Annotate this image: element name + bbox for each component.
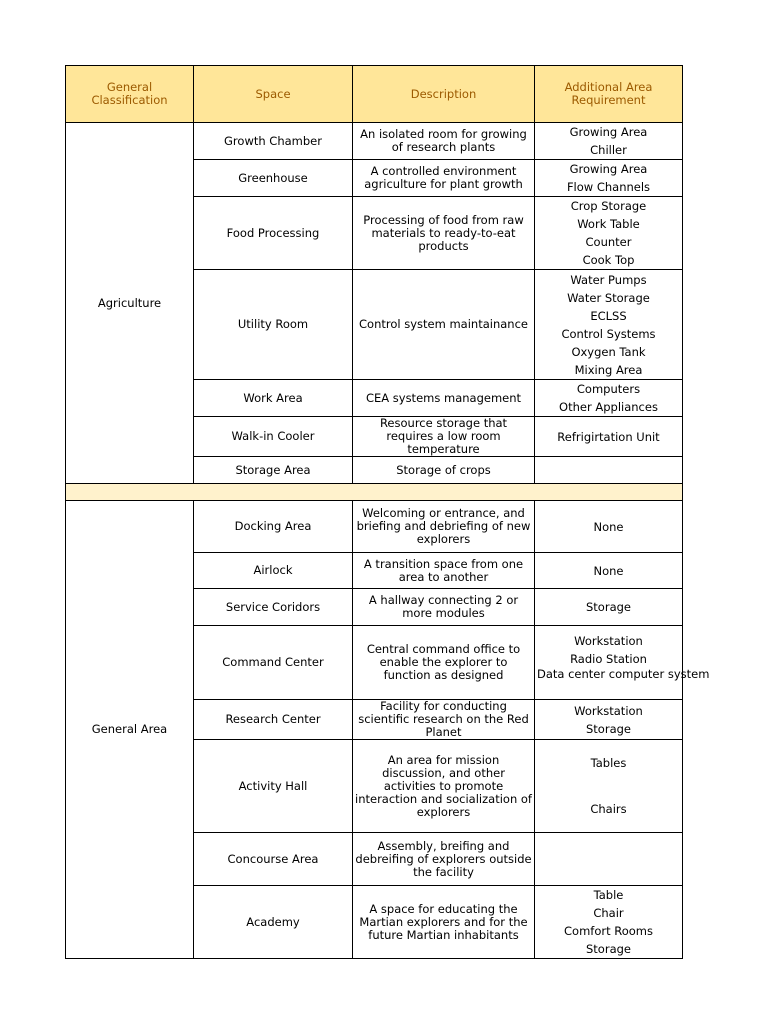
requirement-item: None [593,563,624,578]
description-cell: A transition space from one area to another [353,553,535,589]
description-cell: A controlled environment agriculture for plant growth [353,160,535,197]
requirement-item: ECLSS [590,308,627,323]
requirement-item: Workstation [574,633,643,648]
table-body [66,123,710,959]
requirement-item: Water Pumps [570,272,647,287]
description-cell: A space for educating the Martian explorers and for the future Martian inhabitants [353,886,535,959]
space-cell: Storage Area [194,457,353,484]
header-description: Description [353,66,535,123]
space-cell: Service Coridors [194,589,353,626]
requirements-cell [535,380,683,417]
space-cell: Activity Hall [194,740,353,833]
classification-cell: Agriculture [66,123,194,484]
requirements-cell [535,501,683,553]
requirement-item: Tables [590,756,627,770]
requirement-item: Chiller [590,143,627,157]
requirement-item: Refrigirtation Unit [557,429,660,444]
header-space: Space [194,66,353,123]
requirement-item: Cook Top [582,253,635,267]
table-row [66,501,683,553]
requirement-item: Growing Area [569,125,648,139]
requirement-item: Table [593,888,624,902]
requirement-item: Counter [585,235,632,249]
description-cell: Processing of food from raw materials to ready-to-eat products [353,197,535,270]
requirements-cell [535,833,683,886]
requirement-item: Radio Station [570,651,647,666]
space-cell: Food Processing [194,197,353,270]
description-cell: A hallway connecting 2 or more modules [353,589,535,626]
requirement-item: Storage [586,721,631,736]
header-row [66,66,683,123]
space-cell: Command Center [194,626,353,700]
space-cell: Research Center [194,700,353,740]
requirements-cell [535,700,683,740]
requirement-item: Storage [586,600,631,614]
space-cell: Work Area [194,380,353,417]
requirement-item: Flow Channels [566,180,651,194]
separator-cell [66,484,683,501]
requirement-item: Oxygen Tank [571,344,646,359]
requirement-item: Control Systems [561,326,656,341]
requirement-item: Chair [593,906,624,920]
requirement-item: Workstation [574,703,643,718]
requirements-cell [535,160,683,197]
space-cell: Greenhouse [194,160,353,197]
header-requirement: Additional Area Requirement [535,66,683,123]
description-cell: Assembly, breifing and debreifing of explorers outside the facility [353,833,535,886]
requirement-item: Crop Storage [570,199,647,213]
space-cell: Concourse Area [194,833,353,886]
requirements-cell [535,886,683,959]
space-program-table [65,65,710,959]
requirement-item: None [593,519,624,534]
description-cell: CEA systems management [353,380,535,417]
requirement-item: Mixing Area [574,362,643,377]
space-cell: Academy [194,886,353,959]
description-cell: Central command office to enable the explorer to function as designed [353,626,535,700]
requirement-item: Comfort Rooms [564,924,653,938]
classification-cell: General Area [66,501,194,959]
space-cell: Docking Area [194,501,353,553]
requirements-cell [535,197,683,270]
requirement-item: Other Appliances [559,400,658,414]
requirements-cell [535,270,683,380]
requirement-item: Storage [586,942,631,956]
requirements-cell [535,417,683,457]
description-cell: Welcoming or entrance, and briefing and debriefing of new explorers [353,501,535,553]
requirements-cell [535,589,683,626]
requirement-item: Chairs [590,802,627,816]
requirements-cell [535,457,683,484]
description-cell: Facility for conducting scientific research on the Red Planet [353,700,535,740]
description-cell: Storage of crops [353,457,535,484]
requirements-cell [535,553,683,589]
space-cell: Growth Chamber [194,123,353,160]
requirements-cell [535,123,683,160]
requirements-cell [535,626,710,700]
space-cell: Walk-in Cooler [194,417,353,457]
requirements-cell [535,740,683,833]
description-cell: An area for mission discussion, and other activities to promote interaction and socialization of explorers [353,740,535,833]
table-row [66,123,683,160]
requirement-item: Computers [576,382,641,396]
description-cell: Resource storage that requires a low room temperature [353,417,535,457]
description-cell: Control system maintainance [353,270,535,380]
requirement-spacer [537,772,680,800]
requirement-item: Work Table [577,217,640,231]
space-cell: Utility Room [194,270,353,380]
group-separator-row [66,484,683,501]
space-cell: Airlock [194,553,353,589]
header-classification: General Classification [66,66,194,123]
requirement-item: Water Storage [567,290,650,305]
description-cell: An isolated room for growing of research plants [353,123,535,160]
requirement-item: Growing Area [569,162,648,176]
requirement-item: Data center computer system [537,666,710,681]
